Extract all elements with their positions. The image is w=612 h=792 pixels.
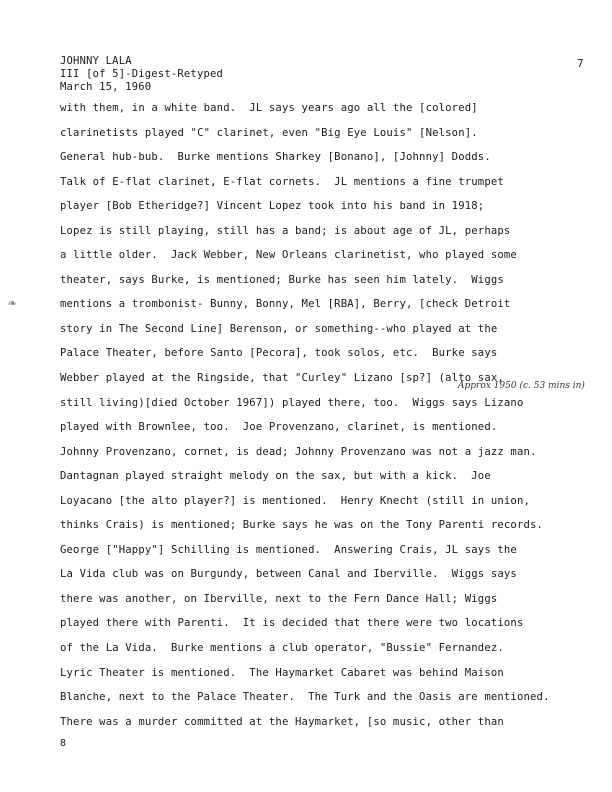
- margin-scribble-icon: ❧: [8, 295, 17, 311]
- transcript-line: General hub-bub. Burke mentions Sharkey [Bonano], [Johnny] Dodds.: [60, 151, 491, 164]
- transcript-line: a little older. Jack Webber, New Orleans clarinetist, who played some: [60, 249, 517, 262]
- transcript-line: Johnny Provenzano, cornet, is dead; Johnny Provenzano was not a jazz man.: [60, 445, 537, 458]
- handwritten-annotation: Approx 1950 (c. 53 mins in): [458, 381, 585, 391]
- transcript-body: [60, 96, 605, 734]
- transcript-line: Lopez is still playing, still has a band; is about age of JL, perhaps: [60, 224, 511, 237]
- header-date: March 15, 1960: [60, 81, 152, 93]
- transcript-line: mentions a trombonist- Bunny, Bonny, Mel [RBA], Berry, [check Detroit: [60, 298, 511, 311]
- transcript-line: Lyric Theater is mentioned. The Haymarket Cabaret was behind Maison: [60, 666, 504, 679]
- header-name: JOHNNY LALA: [60, 55, 132, 67]
- transcript-line: player [Bob Etheridge?] Vincent Lopez took into his band in 1918;: [60, 200, 485, 213]
- footer-mark: 8: [60, 738, 67, 749]
- transcript-line: there was another, on Iberville, next to the Fern Dance Hall; Wiggs: [60, 592, 498, 605]
- transcript-line: played with Brownlee, too. Joe Provenzano, clarinet, is mentioned.: [60, 421, 498, 434]
- transcript-line: played there with Parenti. It is decided that there were two locations: [60, 617, 524, 630]
- transcript-line: with them, in a white band. JL says years ago all the [colored]: [60, 102, 478, 114]
- transcript-line: Talk of E-flat clarinet, E-flat cornets. JL mentions a fine trumpet: [60, 175, 504, 188]
- page-number: 7: [577, 57, 584, 70]
- header-title: III [of 5]-Digest-Retyped: [60, 68, 224, 80]
- transcript-line: Webber played at the Ringside, that "Curley" Lizano [sp?] (alto sax,: [60, 372, 504, 385]
- transcript-line: thinks Crais) is mentioned; Burke says he was on the Tony Parenti records.: [60, 519, 544, 532]
- transcript-line: There was a murder committed at the Haymarket, [so music, other than: [60, 715, 504, 728]
- transcript-line: Loyacano [the alto player?] is mentioned. Henry Knecht (still in union,: [60, 494, 531, 507]
- transcript-line: Blanche, next to the Palace Theater. The Turk and the Oasis are mentioned.: [60, 691, 550, 704]
- transcript-line: George ["Happy"] Schilling is mentioned. Answering Crais, JL says the: [60, 543, 517, 556]
- transcript-line: still living)[died October 1967]) played there, too. Wiggs says Lizano: [60, 396, 524, 409]
- transcript-line: clarinetists played "C" clarinet, even "Big Eye Louis" [Nelson].: [60, 126, 478, 139]
- transcript-line: of the La Vida. Burke mentions a club operator, "Bussie" Fernandez.: [60, 642, 504, 655]
- transcript-line: Palace Theater, before Santo [Pecora], took solos, etc. Burke says: [60, 347, 498, 360]
- transcript-line: Dantagnan played straight melody on the sax, but with a kick. Joe: [60, 470, 491, 483]
- transcript-line: theater, says Burke, is mentioned; Burke has seen him lately. Wiggs: [60, 273, 504, 286]
- transcript-line: La Vida club was on Burgundy, between Canal and Iberville. Wiggs says: [60, 568, 517, 581]
- transcript-line: story in The Second Line] Berenson, or something--who played at the: [60, 322, 498, 335]
